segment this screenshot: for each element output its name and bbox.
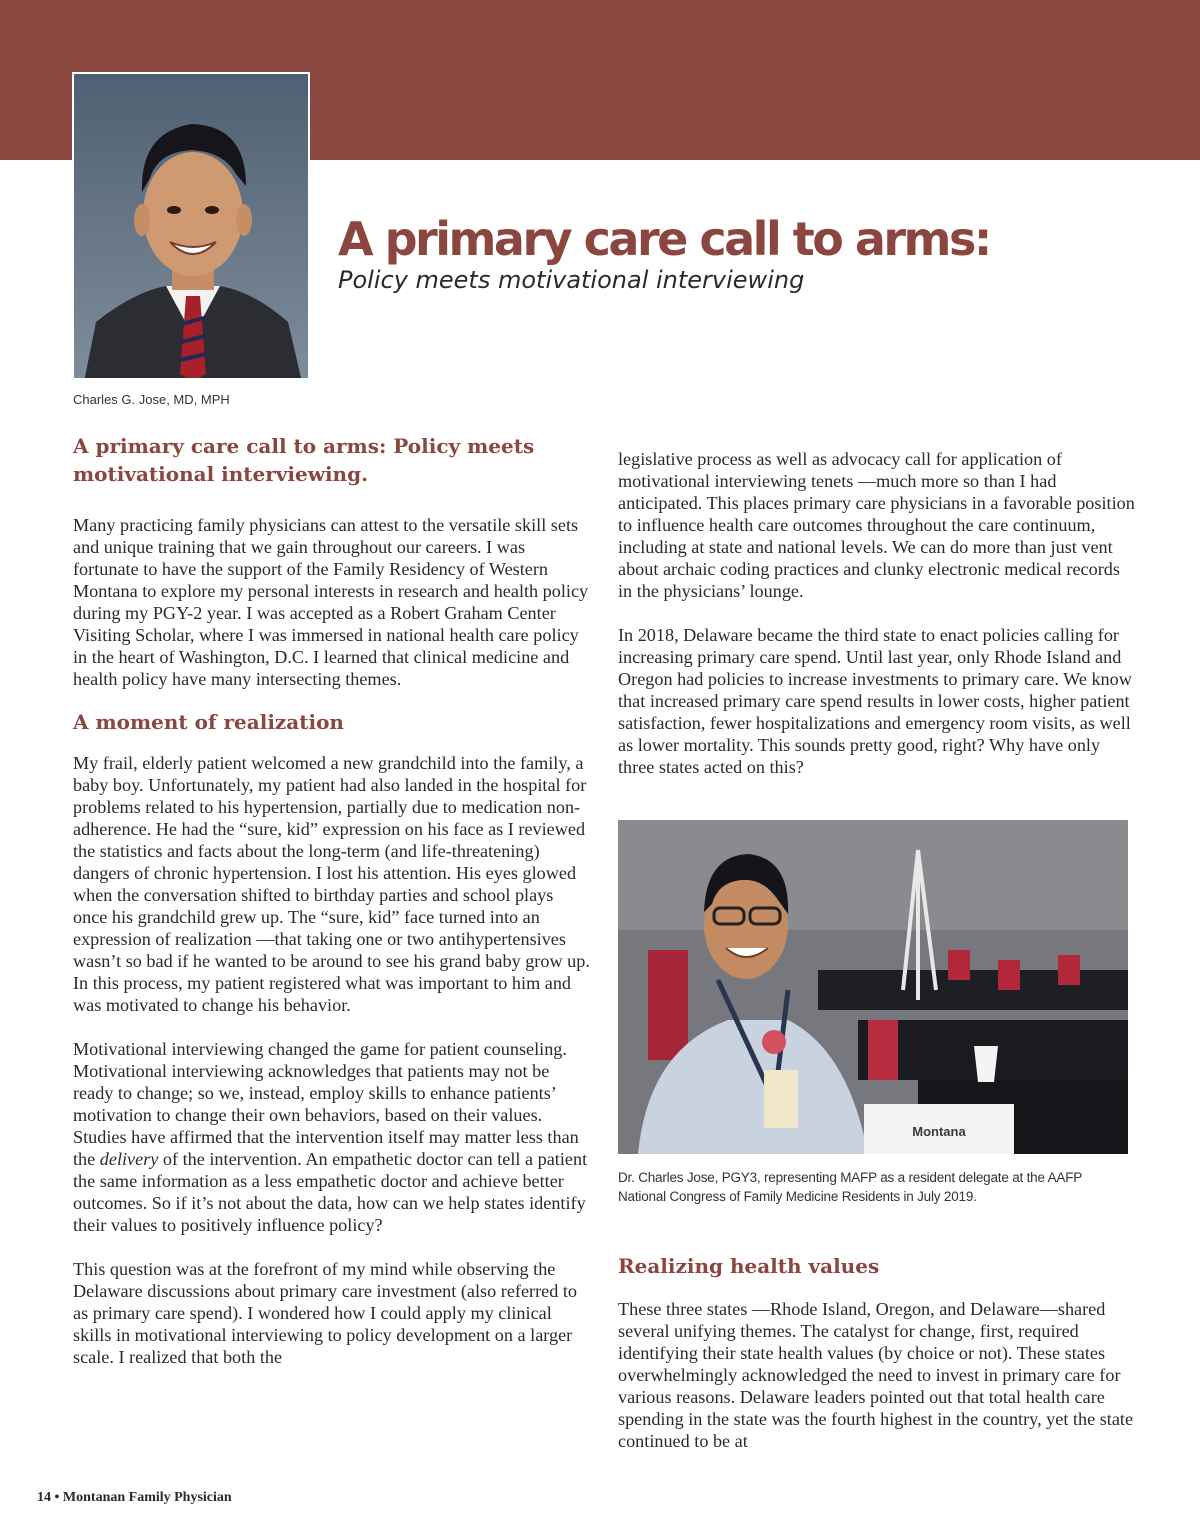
delaware-2018-paragraph: In 2018, Delaware became the third state to enact policies calling for increasing primary care spend. Until last year, only Rhode Island and Oregon had policies to increase investments to primary care. We know that increased primary care spend results in lower costs, higher patient satisfaction, fewer hospitalizations and emergency room visits, as well as lower mortality. This sounds pretty good, right? Why have only three states acted on this? <box>618 625 1132 777</box>
page-subtitle: Policy meets motivational interviewing <box>338 266 805 294</box>
page-title: A primary care call to arms: <box>338 212 990 266</box>
emphasis-delivery: delivery <box>99 1149 159 1169</box>
realization-paragraph: My frail, elderly patient welcomed a new grandchild into the family, a baby boy. Unfortunately, my patient had also landed in the hospital for problems related to his hypertension, partially due to medication non-adherence. He had the “sure, kid” expression on his face as I reviewed the statistics and facts about the long-term (and life-threatening) dangers of chronic hypertension. I lost his attention. His eyes glowed when the conversation shifted to birthday parties and school plays once his grandchild grew up. The “sure, kid” face turned into an expression of realization —that taking one or two antihypertensives wasn’t so bad if he wanted to be around to see his grand baby grow up. In this process, my patient registered what was important to him and was motivated to change his behavior. <box>73 753 590 1015</box>
right-column <box>618 448 1136 778</box>
section-heading-health-values: Realizing health values <box>618 1254 880 1278</box>
intro-paragraph: Many practicing family physicians can attest to the versatile skill sets and unique training that we gain throughout our careers. I was fortunate to have the support of the Family Residency of Western Montana to explore my personal interests in research and health policy during my PGY-2 year. I was accepted as a Robert Graham Center Visiting Scholar, where I was immersed in national health care policy in the heart of Washington, D.C. I learned that clinical medicine and health policy have many intersecting themes. <box>73 515 589 689</box>
legislative-paragraph: legislative process as well as advocacy call for application of motivational interviewing tenets —much more so than I had anticipated. This places primary care physicians in a favorable position to influence health care outcomes throughout the care continuum, including at state and national levels. We can do more than just vent about archaic coding practices and clunky electronic medical records in the physicians’ lounge. <box>618 449 1135 601</box>
right-column-lower <box>618 1252 1136 1452</box>
motivational-paragraph: Motivational interviewing changed the game for patient counseling. Motivational interviewing acknowledges that patients may not be ready to change; so we, instead, employ skills to enhance patients’ motivation to change their own behaviors, based on their values. Studies have affirmed that the intervention itself may matter less than the delivery of the intervention. An empathetic doctor can tell a patient the same information as a less empathetic doctor and achieve better outcomes. So if it’s not about the data, how can we help states identify their values to positively influence policy? <box>73 1039 588 1235</box>
page-footer: 14 • Montanan Family Physician <box>37 1490 232 1505</box>
name-card-text: Montana <box>912 1124 966 1139</box>
delaware-paragraph: This question was at the forefront of my mind while observing the Delaware discussions about primary care investment (also referred to as primary care spend). I wondered how I could apply my clinical skills in motivational interviewing to policy development on a larger scale. I realized that both the <box>73 1259 578 1367</box>
photo-caption: Dr. Charles Jose, PGY3, representing MAFP as a resident delegate at the AAFP National Congress of Family Medicine Residents in July 2019. <box>618 1170 1082 1204</box>
author-portrait <box>72 72 310 380</box>
congress-photo <box>618 820 1128 1154</box>
left-column <box>73 432 591 1368</box>
article-heading: A primary care call to arms: Policy meets motivational interviewing. <box>73 434 535 486</box>
section-heading-realization: A moment of realization <box>73 710 344 734</box>
health-values-paragraph: These three states —Rhode Island, Oregon, and Delaware—shared several unifying themes. The catalyst for change, first, required identifying their state health values (by choice or not). These states overwhelmingly acknowledged the need to invest in primary care for various reasons. Delaware leaders pointed out that total health care spending in the state was the fourth highest in the country, yet the state continued to be at <box>618 1299 1134 1451</box>
portrait-caption: Charles G. Jose, MD, MPH <box>73 392 230 407</box>
